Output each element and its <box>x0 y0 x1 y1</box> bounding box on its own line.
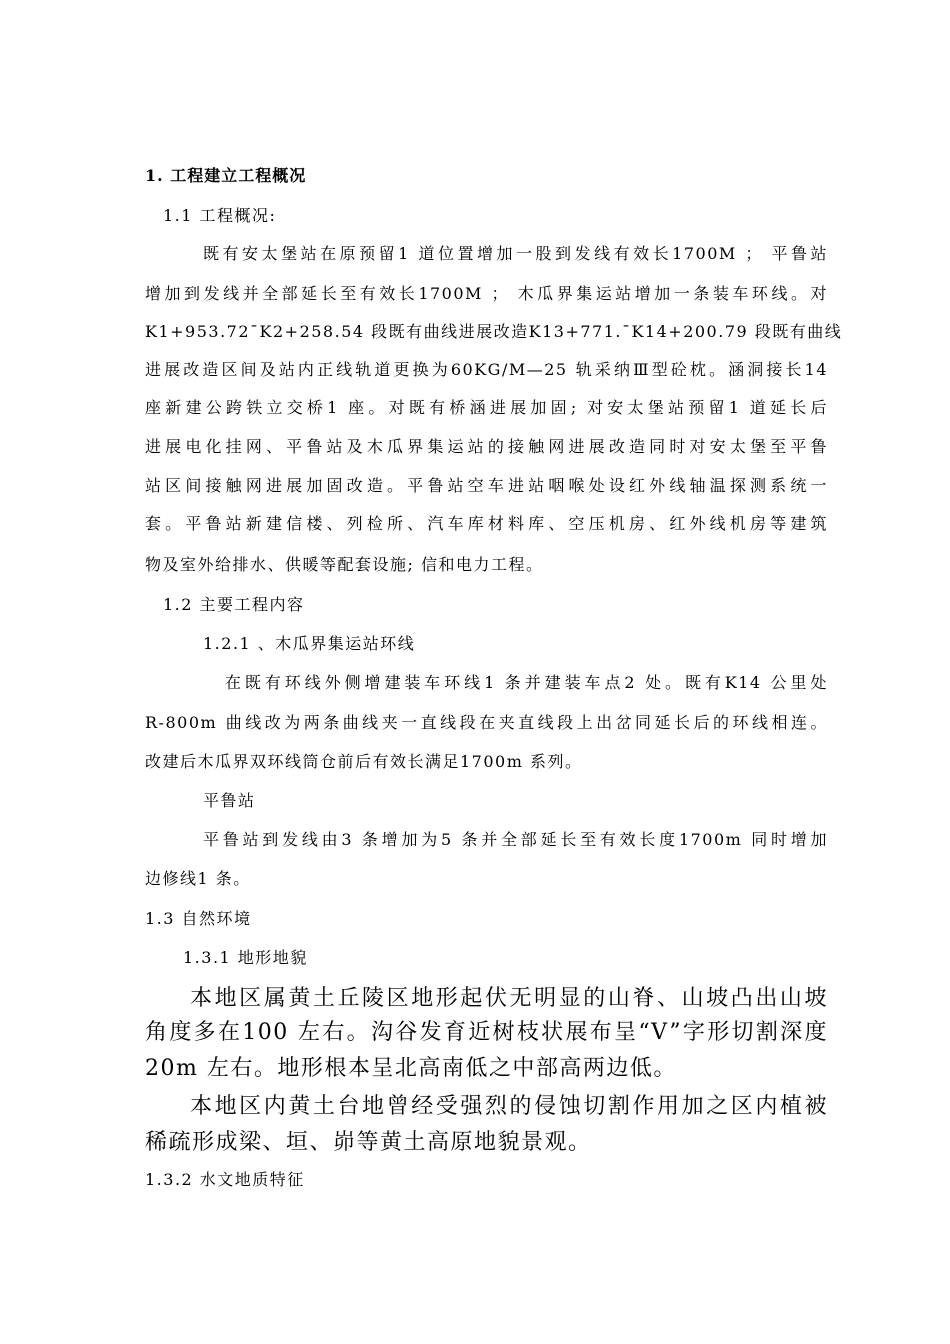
section-1-title: 1. 工程建立工程概况 <box>145 166 307 185</box>
overview-line-9: 物及室外给排水、供暖等配套设施; 信和电力工程。 <box>145 555 544 574</box>
overview-line-8: 套。平鲁站新建信楼、列检所、汽车库材料库、空压机房、红外线机房等建筑 <box>145 514 828 533</box>
overview-line-4: 进展改造区间及站内正线轨道更换为60KG/M—25 轨采纳Ⅲ型砼枕。涵洞接长14 <box>145 360 828 379</box>
overview-line-2: 增加到发线并全部延长至有效长1700M ； 木瓜界集运站增加一条装车环线。对 <box>145 284 828 303</box>
section-1-3-1-title: 1.3.1 地形地貌 <box>183 948 308 967</box>
overview-line-5: 座新建公跨铁立交桥1 座。对既有桥涵进展加固; 对安太堡站预留1 道延长后 <box>145 398 828 417</box>
terrain-para1-line-3: 20m 左右。地形根本呈北高南低之中部高两边低。 <box>145 1056 677 1081</box>
terrain-para1-line-2: 角度多在100 左右。沟谷发育近树枝状展布呈“V”字形切割深度 <box>145 1020 828 1045</box>
terrain-para1-line-1: 本地区属黄土丘陵区地形起伏无明显的山脊、山坡凸出山坡 <box>190 986 828 1011</box>
overview-line-7: 站区间接触网进展加固改造。平鲁站空车进站咽喉处设红外线轴温探测系统一 <box>145 476 828 495</box>
section-1-2-title: 1.2 主要工程内容 <box>163 595 305 614</box>
loop-line-3: 改建后木瓜界双环线筒仓前后有效长满足1700m 系列。 <box>145 752 583 771</box>
loop-line-2: R-800m 曲线改为两条曲线夹一直线段在夹直线段上出岔同延长后的环线相连。 <box>145 713 828 732</box>
pinglu-line-2: 边修线1 条。 <box>145 869 251 888</box>
overview-line-1: 既有安太堡站在原预留1 道位置增加一股到发线有效长1700M ； 平鲁站 <box>203 244 828 263</box>
overview-line-6: 进展电化挂网、平鲁站及木瓜界集运站的接触网进展改造同时对安太堡至平鲁 <box>145 437 828 456</box>
terrain-para2-line-1: 本地区内黄土台地曾经受强烈的侵蚀切割作用加之区内植被 <box>190 1094 828 1119</box>
section-1-2-1-title: 1.2.1 、木瓜界集运站环线 <box>203 634 416 653</box>
section-1-1-title: 1.1 工程概况: <box>163 206 277 225</box>
section-1-3-title: 1.3 自然环境 <box>145 909 252 928</box>
pinglu-title: 平鲁站 <box>203 791 256 810</box>
terrain-para2-line-2: 稀疏形成梁、垣、峁等黄土高原地貌景观。 <box>145 1130 592 1155</box>
section-1-3-2-title: 1.3.2 水文地质特征 <box>145 1170 305 1189</box>
overview-line-3: K1+953.72¯K2+258.54 段既有曲线进展改造K13+771.¯K14+200.79 段既有曲线 <box>145 322 843 341</box>
pinglu-line-1: 平鲁站到发线由3 条增加为5 条并全部延长至有效长度1700m 同时增加 <box>203 830 828 849</box>
loop-line-1: 在既有环线外侧增建装车环线1 条并建装车点2 处。既有K14 公里处 <box>225 673 828 692</box>
